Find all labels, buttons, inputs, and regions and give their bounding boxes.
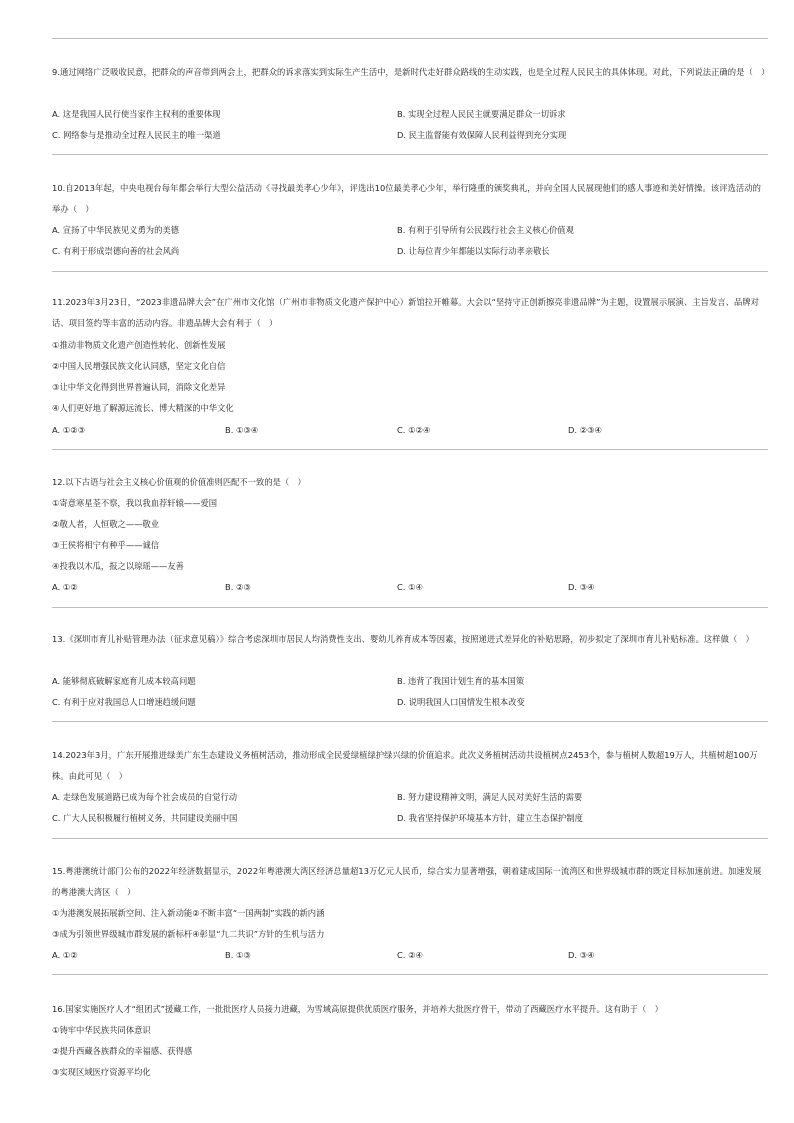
question-12-item: ①寄意寒星荃不察，我以我血荐轩辕——爱国 (52, 498, 218, 508)
question-10-stem: 10.自2013年起，中央电视台每年都会举行大型公益活动《寻找最美孝心少年》，评选出10位最美孝心少年，举行隆重的颁奖典礼，并向全国人民展现他们的感人事迹和美好情操。该评选活动的举办（ ） (52, 183, 761, 214)
question-15-option-d: D. ③④ (568, 950, 595, 960)
question-10-option-a: A. 宣扬了中华民族见义勇为的美德 (52, 225, 179, 235)
question-15-option-c: C. ②④ (397, 950, 423, 960)
question-12-option-a: A. ①② (52, 582, 78, 592)
question-12-item: ③王侯将相宁有种乎——诚信 (52, 540, 160, 550)
question-11-option-a: A. ①②③ (52, 425, 86, 435)
question-13-option-b: B. 违背了我国计划生育的基本国策 (397, 676, 525, 686)
question-10-option-d: D. 让每位青少年都能以实际行动孝亲敬长 (397, 246, 550, 256)
question-9-option-d: D. 民主监督能有效保障人民利益得到充分实现 (397, 130, 567, 140)
question-13-option-a: A. 能够彻底破解家庭育儿成本较高问题 (52, 676, 196, 686)
question-15-option-a: A. ①② (52, 950, 78, 960)
question-11-item: ④人们更好地了解源远流长、博大精深的中华文化 (52, 403, 234, 413)
question-14-option-c: C. 广大人民积极履行植树义务，共同建设美丽中国 (52, 813, 238, 823)
question-12-item: ④投我以木瓜，报之以琼瑶——友善 (52, 561, 184, 571)
question-15-stem: 15.粤港澳统计部门公布的2022年经济数据显示，2022年粤港澳大湾区经济总量超13万亿元人民币，综合实力显著增强，朝着建成国际一流湾区和世界级城市群的既定目标加速前进。加速发展的粤港澳大湾区（ ） (52, 866, 762, 897)
question-9-option-a: A. 这是我国人民行使当家作主权利的重要体现 (52, 109, 221, 119)
question-13-option-d: D. 说明我国人口国情发生根本改变 (397, 697, 525, 707)
question-14-option-d: D. 我省坚持保护环境基本方针，建立生态保护制度 (397, 813, 583, 823)
question-11-option-c: C. ①②④ (397, 425, 431, 435)
question-11-option-d: D. ②③④ (568, 425, 602, 435)
question-14-stem: 14.2023年3月，广东开展推进绿美广东生态建设义务植树活动，推动形成全民爱绿植绿护绿兴绿的价值追求。此次义务植树活动共设植树点2453个，参与植树人数超19万人，共植树超100万株。由此可见（ ） (52, 750, 758, 781)
question-15-item: ①为港澳发展拓展新空间、注入新动能②不断丰富“一国两制”实践的新内涵 (52, 908, 325, 918)
question-11-item: ①推动非物质文化遗产创造性转化、创新性发展 (52, 340, 226, 350)
question-15-item: ③成为引领世界级城市群发展的新标杆④彰显“九二共识”方针的生机与活力 (52, 929, 325, 939)
question-9-option-c: C. 网络参与是推动全过程人民民主的唯一渠道 (52, 130, 221, 140)
question-16-item: ③实现区域医疗资源平均化 (52, 1067, 151, 1077)
question-10-option-b: B. 有利于引导所有公民践行社会主义核心价值观 (397, 225, 574, 235)
divider (52, 607, 768, 608)
question-13-option-c: C. 有利于应对我国总人口增速趋缓问题 (52, 697, 196, 707)
question-11-stem: 11.2023年3月23日，“2023非遗品牌大会”在广州市文化馆（广州市非物质文化遗产保护中心）新馆拉开帷幕。大会以“坚持守正创新擦亮非遗品牌”为主题，设置展示展演、主旨发言、品牌对话、项目签约等丰富的活动内容。非遗品牌大会有利于（ ） (52, 297, 760, 328)
question-14-option-b: B. 努力建设精神文明，满足人民对美好生活的需要 (397, 792, 583, 802)
question-15-option-b: B. ①③ (225, 950, 251, 960)
divider (52, 974, 768, 975)
question-9-option-b: B. 实现全过程人民民主就要满足群众一切诉求 (397, 109, 566, 119)
question-12-option-c: C. ①④ (397, 582, 423, 592)
question-13-stem: 13.《深圳市育儿补贴管理办法（征求意见稿）》综合考虑深圳市居民人均消费性支出、婴幼儿养育成本等因素，按照递进式差异化的补贴思路，初步拟定了深圳市育儿补贴标准。这样做（ ） (52, 634, 754, 644)
question-11-option-b: B. ①③④ (225, 425, 259, 435)
question-16-item: ①铸牢中华民族共同体意识 (52, 1025, 151, 1035)
question-16-stem: 16.国家实施医疗人才“组团式”援藏工作，一批批医疗人员接力进藏，为雪域高原提供优质医疗服务，并培养大批医疗骨干，带动了西藏医疗水平提升。这有助于（ ） (52, 1004, 663, 1014)
question-12-option-b: B. ②③ (225, 582, 251, 592)
divider (52, 154, 768, 155)
question-14-option-a: A. 走绿色发展道路已成为每个社会成员的自觉行动 (52, 792, 238, 802)
question-11-item: ②中国人民增强民族文化认同感，坚定文化自信 (52, 361, 226, 371)
question-16-item: ②提升西藏各族群众的幸福感、获得感 (52, 1046, 193, 1056)
divider (52, 271, 768, 272)
question-12-stem: 12.以下古语与社会主义核心价值观的价值准则匹配不一致的是（ ） (52, 477, 306, 487)
divider (52, 38, 768, 39)
divider (52, 721, 768, 722)
question-11-item: ③让中华文化得到世界普遍认同，消除文化差异 (52, 382, 226, 392)
question-12-item: ②敬人者，人恒敬之——敬业 (52, 519, 160, 529)
divider (52, 838, 768, 839)
question-12-option-d: D. ③④ (568, 582, 595, 592)
divider (52, 449, 768, 450)
question-9-stem: 9.通过网络广泛吸收民意，把群众的声音带到两会上，把群众的诉求落实到实际生产生活中，是新时代走好群众路线的生动实践，也是全过程人民民主的具体体现。对此，下列说法正确的是（ ） (52, 67, 770, 77)
question-10-option-c: C. 有利于形成崇德向善的社会风尚 (52, 246, 180, 256)
